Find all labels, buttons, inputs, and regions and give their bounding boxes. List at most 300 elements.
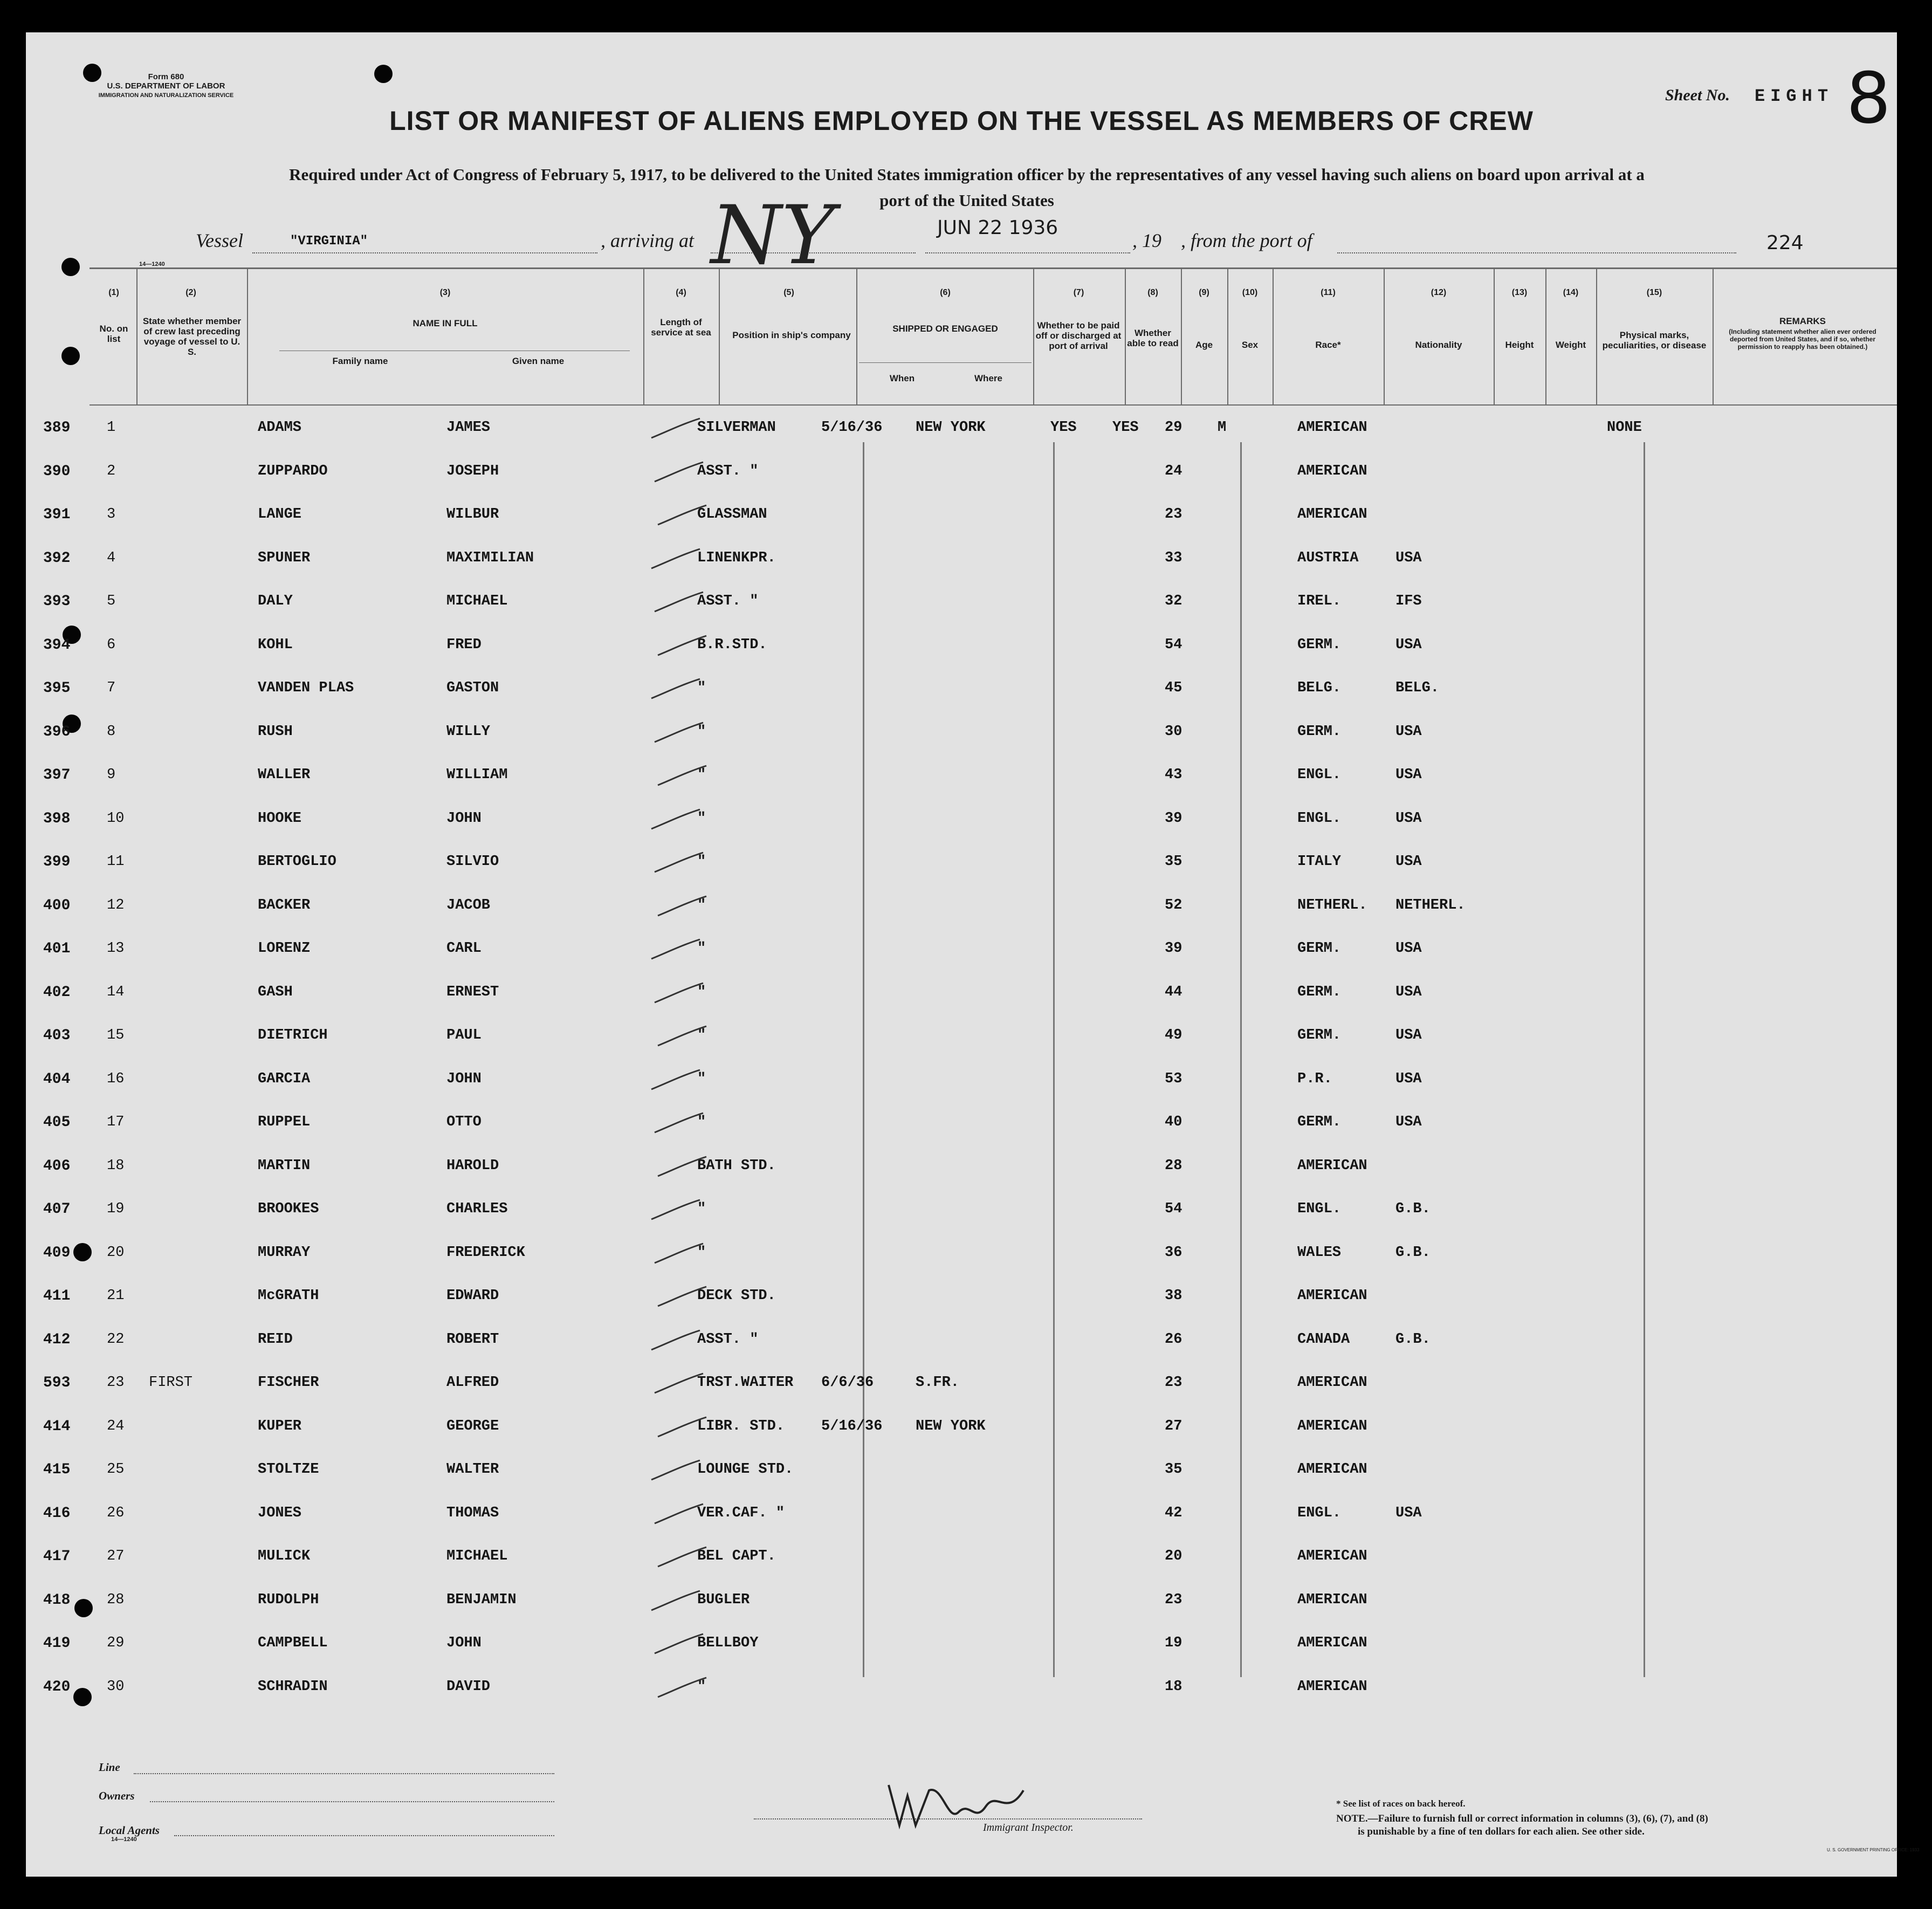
col6-header: SHIPPED OR ENGAGED [892,324,998,334]
row-age: 35 [1165,854,1182,870]
row-given-name: BENJAMIN [446,1591,517,1608]
service-tick-mark [650,1545,714,1572]
col4-num: (4) [676,288,686,297]
col5-num: (5) [783,288,794,297]
row-family-name: KOHL [258,636,293,653]
row-nationality: BELG. [1395,680,1440,696]
row-ref-number: 391 [43,506,71,523]
row-position: BEL CAPT. [697,1548,776,1564]
remarks-detail: (Including statement whether alien ever ordered deported from United States, and if so, whether permission to reapply has been obtained.) [1729,328,1876,351]
row-family-name: SPUNER [258,550,311,566]
row-given-name: GASTON [446,680,499,696]
vessel-label: Vessel [196,230,243,251]
row-race: AMERICAN [1297,1157,1367,1174]
row-family-name: DALY [258,593,293,609]
row-ref-number: 402 [43,984,71,1001]
row-age: 53 [1165,1070,1182,1087]
row-list-number: 24 [107,1418,125,1434]
sheet-label: Sheet No. [1665,86,1730,104]
row-race: P.R. [1297,1070,1332,1087]
row-ref-number: 399 [43,854,71,870]
service-tick-mark [650,634,714,661]
row-race: AMERICAN [1297,1678,1367,1695]
col12-num: (12) [1431,288,1447,297]
row-list-number: 20 [107,1244,125,1261]
row-age: 39 [1165,810,1182,827]
row-race: AMERICAN [1297,463,1367,479]
row-age: 23 [1165,506,1182,523]
row-position: BUGLER [697,1591,750,1608]
service-tick-mark [650,1024,714,1051]
row-family-name: RUPPEL [258,1114,311,1130]
row-ref-number: 392 [43,550,71,567]
arriving-value: NY [711,189,835,283]
col2-num: (2) [185,288,196,297]
row-list-number: 19 [107,1201,125,1217]
row-sex: M [1218,420,1227,436]
service-tick-mark [643,547,708,574]
note-line1: NOTE.—Failure to furnish full or correct information in columns (3), (6), (7), and (8) [1336,1813,1708,1824]
row-age: 38 [1165,1288,1182,1304]
row-given-name: HAROLD [446,1157,499,1174]
row-race: AMERICAN [1297,1418,1367,1434]
row-ref-number: 405 [43,1114,71,1131]
service-tick-mark [647,850,711,877]
col12-header: Nationality [1415,340,1462,350]
row-ref-number: 412 [43,1331,71,1348]
row-ref-number: 411 [43,1288,71,1304]
row-given-name: GEORGE [446,1418,499,1434]
sheet-digit: 8 [1846,57,1891,139]
row-family-name: RUDOLPH [258,1591,319,1608]
service-tick-mark [643,1328,708,1355]
service-tick-mark [647,1111,711,1138]
punch-hole [374,65,393,83]
row-list-number: 12 [107,897,125,914]
row-family-name: RUSH [258,723,293,740]
row-family-name: FISCHER [258,1375,319,1391]
row-given-name: MICHAEL [446,593,508,609]
row-race: NETHERL. [1297,897,1367,914]
row-given-name: WILBUR [446,506,499,523]
row-given-name: JOHN [446,810,482,827]
row-race: ENGL. [1297,1505,1342,1521]
row-ref-number: 395 [43,680,71,697]
punch-hole [73,1243,92,1261]
row-list-number: 11 [107,854,125,870]
row-age: 42 [1165,1505,1182,1521]
col14-num: (14) [1563,288,1579,297]
row-age: 52 [1165,897,1182,914]
col10-header: Sex [1241,340,1259,350]
row-family-name: GARCIA [258,1070,311,1087]
row-family-name: LANGE [258,506,302,523]
row-given-name: WILLY [446,723,491,740]
col6-num: (6) [940,288,951,297]
row-family-name: CAMPBELL [258,1635,328,1651]
row-family-name: JONES [258,1505,302,1521]
col8-header: Whether able to read [1127,328,1179,348]
row-given-name: DAVID [446,1678,491,1695]
row-given-name: JACOB [446,897,491,914]
row-age: 39 [1165,940,1182,957]
row-position: " [697,1114,706,1130]
row-list-number: 16 [107,1070,125,1087]
row-age: 33 [1165,550,1182,566]
row-age: 23 [1165,1375,1182,1391]
col7-header: Whether to be paid off or discharged at port of arrival [1035,320,1122,351]
row-nationality: USA [1395,1027,1422,1043]
row-race: AMERICAN [1297,1635,1367,1651]
row-position: " [697,767,706,783]
row-given-name: MICHAEL [446,1548,508,1564]
service-tick-mark [647,590,711,617]
row-list-number: 5 [107,593,116,609]
col3-header: NAME IN FULL [412,318,478,328]
punch-hole [61,258,80,276]
row-race: AMERICAN [1297,1375,1367,1391]
stamp-number: 224 [1766,232,1804,254]
row-family-name: MARTIN [258,1157,311,1174]
row-age: 30 [1165,723,1182,740]
service-tick-mark [643,1198,708,1225]
row-ref-number: 414 [43,1418,71,1435]
row-position: LINENKPR. [697,550,776,566]
row-nationality: G.B. [1395,1331,1431,1348]
row-age: 36 [1165,1244,1182,1261]
row-paid-off: YES [1050,420,1077,436]
col8-num: (8) [1147,288,1158,297]
subtitle-line2: port of the United States [879,191,1054,210]
row-list-number: 17 [107,1114,125,1130]
row-list-number: 1 [107,420,116,436]
col11-header: Race* [1315,340,1341,350]
row-age: 28 [1165,1157,1182,1174]
service-tick-mark [643,1068,708,1095]
form-code-top: 14—1240 [139,261,165,267]
row-ref-number: 418 [43,1591,71,1609]
row-family-name: BERTOGLIO [258,854,336,870]
col1-header: No. on list [99,324,128,344]
row-position: " [697,1027,706,1043]
department-name: U.S. DEPARTMENT OF LABOR [107,81,225,91]
row-list-number: 6 [107,636,116,653]
row-age: 32 [1165,593,1182,609]
col13-num: (13) [1511,288,1528,297]
races-note: * See list of races on back hereof. [1336,1798,1466,1809]
service-tick-mark [647,1371,711,1398]
row-position: " [697,940,706,957]
row-given-name: OTTO [446,1114,482,1130]
col6-when-header: When [889,373,915,383]
row-race: AMERICAN [1297,506,1367,523]
manifest-sheet [26,32,1920,1877]
row-ref-number: 398 [43,810,71,827]
row-age: 26 [1165,1331,1182,1348]
row-ref-number: 403 [43,1027,71,1044]
row-nationality: G.B. [1395,1201,1431,1217]
row-list-number: 27 [107,1548,125,1564]
service-tick-mark [650,764,714,791]
row-nationality: USA [1395,984,1422,1000]
row-ref-number: 390 [43,463,71,480]
row-nationality: NETHERL. [1395,897,1466,914]
row-given-name: SILVIO [446,854,499,870]
row-ref-number: 400 [43,897,71,914]
row-list-number: 25 [107,1461,125,1478]
row-given-name: JAMES [446,420,491,436]
col9-num: (9) [1199,288,1209,297]
service-tick-mark [650,1675,714,1702]
row-race: AMERICAN [1297,1461,1367,1478]
row-list-number: 2 [107,463,116,479]
row-race: GERM. [1297,636,1342,653]
row-race: GERM. [1297,723,1342,740]
col13-header: Height [1505,340,1534,350]
row-able-to-read: YES [1112,420,1139,436]
row-nationality: G.B. [1395,1244,1431,1261]
row-position: " [697,854,706,870]
row-position: LIBR. STD. [697,1418,785,1434]
row-age: 43 [1165,767,1182,783]
row-position: GLASSMAN [697,506,767,523]
row-given-name: JOSEPH [446,463,499,479]
row-age: 49 [1165,1027,1182,1043]
row-age: 40 [1165,1114,1182,1130]
row-age: 24 [1165,463,1182,479]
row-position: B.R.STD. [697,636,767,653]
row-list-number: 28 [107,1591,125,1608]
service-tick-mark [647,1502,711,1529]
row-shipped-where: S.FR. [916,1375,960,1391]
row-ref-number: 389 [43,420,71,436]
row-race: GERM. [1297,1114,1342,1130]
row-position: " [697,810,706,827]
row-family-name: SCHRADIN [258,1678,328,1695]
service-tick-mark [643,1589,708,1616]
row-position: DECK STD. [697,1288,776,1304]
date-stamp: JUN 22 1936 [937,217,1058,239]
row-ref-number: 407 [43,1201,71,1218]
row-list-number: 21 [107,1288,125,1304]
row-shipped-when: 5/16/36 [821,420,883,436]
row-age: 45 [1165,680,1182,696]
row-nationality: USA [1395,723,1422,740]
row-race: ENGL. [1297,1201,1342,1217]
row-list-number: 7 [107,680,116,696]
row-position: BATH STD. [697,1157,776,1174]
row-shipped-where: NEW YORK [916,1418,986,1434]
service-tick-mark [650,503,714,530]
form-number: Form 680 [148,72,184,81]
service-name: IMMIGRATION AND NATURALIZATION SERVICE [98,92,234,99]
service-tick-mark [650,1415,714,1442]
row-race: BELG. [1297,680,1342,696]
row-age: 19 [1165,1635,1182,1651]
row-list-number: 26 [107,1505,125,1521]
row-race: AMERICAN [1297,420,1367,436]
row-given-name: ALFRED [446,1375,499,1391]
row-nationality: USA [1395,1114,1422,1130]
service-tick-mark [650,894,714,921]
row-shipped-when: 6/6/36 [821,1375,874,1391]
service-tick-mark [647,1632,711,1659]
row-nationality: USA [1395,1505,1422,1521]
row-family-name: LORENZ [258,940,311,957]
col3-given-header: Given name [512,356,565,366]
row-nationality: USA [1395,550,1422,566]
row-family-name: ZUPPARDO [258,463,328,479]
subtitle-line1: Required under Act of Congress of February 5, 1917, to be delivered to the United States immigration officer by the representatives of any vessel having such aliens on board upon arrival at a [289,165,1645,184]
row-list-number: 30 [107,1678,125,1695]
row-nationality: USA [1395,810,1422,827]
row-position: " [697,1244,706,1261]
punch-hole [74,1599,93,1617]
row-position: " [697,723,706,740]
row-shipped-where: NEW YORK [916,420,986,436]
row-list-number: 8 [107,723,116,740]
row-nationality: IFS [1395,593,1422,609]
row-list-number: 13 [107,940,125,957]
row-ref-number: 419 [43,1635,71,1652]
row-position: ASST. " [697,463,759,479]
row-race: CANADA [1297,1331,1350,1348]
row-age: 29 [1165,420,1182,436]
row-position: " [697,1678,706,1695]
form-code-bottom: 14—1240 [111,1836,137,1843]
row-given-name: FREDERICK [446,1244,525,1261]
row-family-name: BACKER [258,897,311,914]
service-tick-mark [647,460,711,487]
col5-header: Position in ship's company [732,330,851,340]
row-list-number: 9 [107,767,116,783]
col3-family-header: Family name [332,356,388,366]
page-title: LIST OR MANIFEST OF ALIENS EMPLOYED ON THE VESSEL AS MEMBERS OF CREW [389,106,1534,136]
row-ref-number: 406 [43,1157,71,1175]
row-race: AMERICAN [1297,1548,1367,1564]
owners-label: Owners [99,1789,135,1802]
row-family-name: ADAMS [258,420,302,436]
row-ref-number: 401 [43,940,71,957]
row-race: AMERICAN [1297,1288,1367,1304]
row-list-number: 22 [107,1331,125,1348]
row-given-name: WALTER [446,1461,499,1478]
service-tick-mark [643,677,708,704]
row-given-name: ROBERT [446,1331,499,1348]
service-tick-mark [647,720,711,747]
row-nationality: USA [1395,1070,1422,1087]
vessel-value: "VIRGINIA" [290,234,368,249]
row-race: GERM. [1297,940,1342,957]
agents-label: Local Agents [99,1824,160,1837]
row-ref-number: 420 [43,1678,71,1695]
row-age: 20 [1165,1548,1182,1564]
col15-num: (15) [1646,288,1662,297]
row-family-name: McGRATH [258,1288,319,1304]
row-position: " [697,1070,706,1087]
row-age: 23 [1165,1591,1182,1608]
row-ref-number: 409 [43,1244,71,1261]
row-shipped-when: 5/16/36 [821,1418,883,1434]
row-position: " [697,680,706,696]
inspector-label: Immigrant Inspector. [983,1822,1074,1834]
row-list-number: 18 [107,1157,125,1174]
row-given-name: PAUL [446,1027,482,1043]
service-tick-mark [643,937,708,964]
row-given-name: JOHN [446,1070,482,1087]
row-position: ASST. " [697,1331,759,1348]
sheet-value: EIGHT [1755,86,1834,106]
row-position: " [697,897,706,914]
row-ref-number: 397 [43,767,71,784]
row-position: SILVERMAN [697,420,776,436]
row-age: 27 [1165,1418,1182,1434]
row-position: BELLBOY [697,1635,759,1651]
row-family-name: BROOKES [258,1201,319,1217]
row-ref-number: 404 [43,1070,71,1088]
row-ref-number: 416 [43,1505,71,1522]
row-age: 54 [1165,1201,1182,1217]
row-given-name: EDWARD [446,1288,499,1304]
col15-header: Physical marks, peculiarities, or disease [1602,330,1707,351]
row-list-number: 29 [107,1635,125,1651]
service-tick-mark [643,416,708,443]
row-list-number: 15 [107,1027,125,1043]
row-position: " [697,984,706,1000]
punch-hole [73,1688,92,1706]
col9-header: Age [1195,340,1213,350]
service-tick-mark [643,807,708,834]
service-tick-mark [647,1241,711,1268]
col1-num: (1) [108,288,119,297]
row-race: IREL. [1297,593,1342,609]
row-age: 54 [1165,636,1182,653]
row-nationality: USA [1395,940,1422,957]
row-given-name: THOMAS [446,1505,499,1521]
row-race: ITALY [1297,854,1342,870]
row-race: WALES [1297,1244,1342,1261]
row-family-name: WALLER [258,767,311,783]
row-family-name: GASH [258,984,293,1000]
row-age: 18 [1165,1678,1182,1695]
row-physical-marks: NONE [1607,420,1642,436]
row-previous-voyage: FIRST [149,1375,193,1391]
row-list-number: 23 [107,1375,125,1391]
col2-header: State whether member of crew last preceding voyage of vessel to U. S. [142,316,242,357]
row-given-name: CARL [446,940,482,957]
row-position: LOUNGE STD. [697,1461,794,1478]
row-nationality: USA [1395,854,1422,870]
row-race: AMERICAN [1297,1591,1367,1608]
row-family-name: MURRAY [258,1244,311,1261]
row-ref-number: 415 [43,1461,71,1478]
row-given-name: ERNEST [446,984,499,1000]
col6-where-header: Where [974,373,1002,383]
row-list-number: 10 [107,810,125,827]
punch-hole [61,347,80,365]
note-line2: is punishable by a fine of ten dollars for each alien. See other side. [1358,1826,1645,1837]
service-tick-mark [647,981,711,1008]
row-race: ENGL. [1297,810,1342,827]
row-family-name: VANDEN PLAS [258,680,354,696]
col3-num: (3) [439,288,451,297]
row-given-name: JOHN [446,1635,482,1651]
row-given-name: FRED [446,636,482,653]
row-position: ASST. " [697,593,759,609]
row-ref-number: 393 [43,593,71,610]
from-port-label: , from the port of [1181,230,1312,251]
col14-header: Weight [1555,340,1586,350]
